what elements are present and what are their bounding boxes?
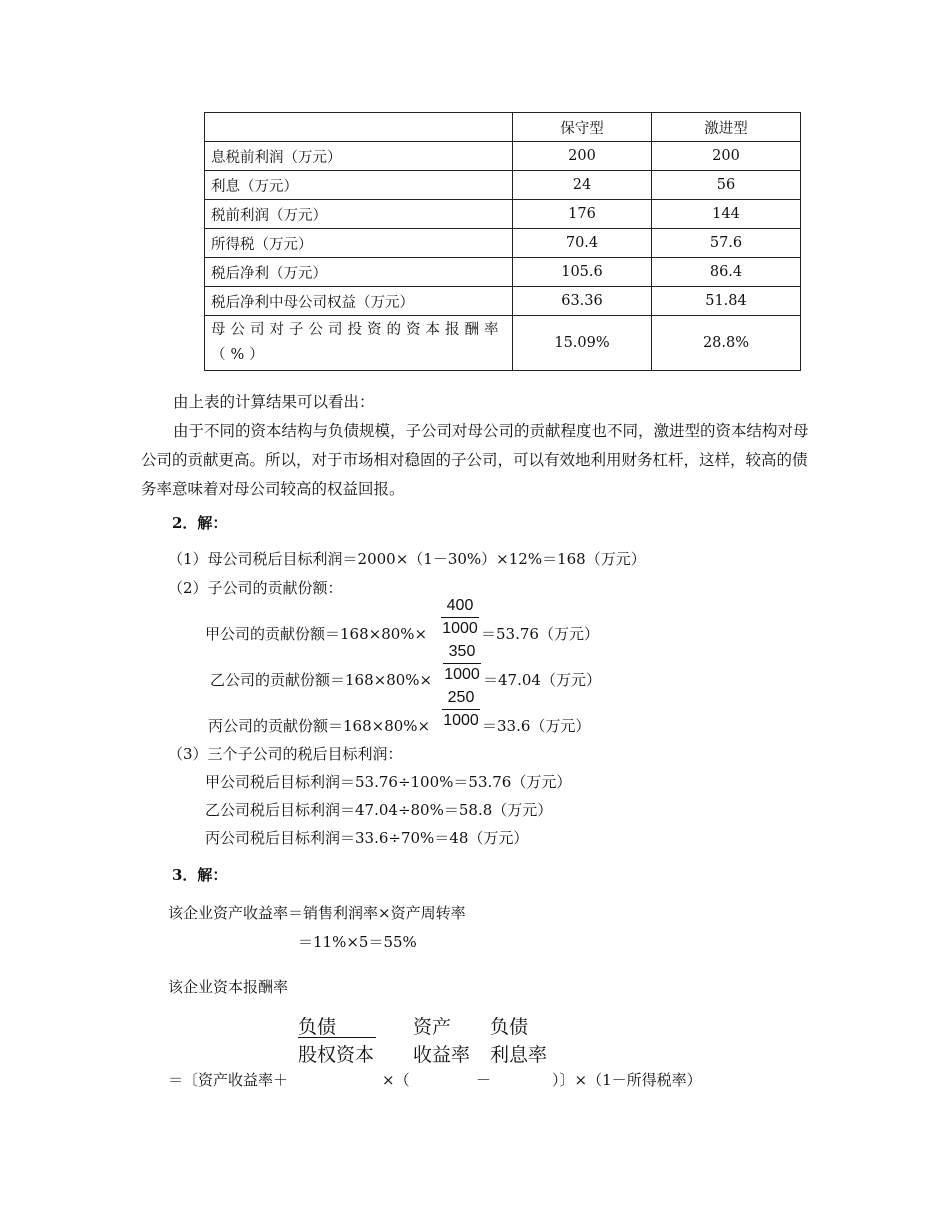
yi-target-profit: 乙公司税后目标利润＝47.04÷80%＝58.8（万元） <box>205 801 553 819</box>
formula-equity-denominator <box>298 1040 376 1067</box>
cell-conservative: 176 <box>513 200 652 229</box>
formula-fraction-bar <box>298 1037 376 1038</box>
cell-aggressive: 200 <box>652 142 801 171</box>
yi-share-result: ＝47.04（万元） <box>483 671 601 689</box>
conclusion-intro: 由上表的计算结果可以看出： <box>173 393 375 411</box>
table-row <box>205 142 801 171</box>
formula-minus: － <box>476 1071 492 1089</box>
formula-asset-top: 资产 <box>413 1016 452 1038</box>
s2-line-1: （1）母公司税后目标利润＝2000×（1－30%）×12%＝168（万元） <box>168 550 646 568</box>
yi-numerator: 350 <box>443 641 481 664</box>
cell-conservative: 63.36 <box>513 287 652 316</box>
s3-line-1: 该企业资产收益率＝销售利润率×资产周转率 <box>168 904 466 922</box>
yi-fraction <box>443 641 481 686</box>
row-label: 税后净利（万元） <box>205 258 513 287</box>
section-3-heading: 3．解： <box>172 866 228 884</box>
bing-target-profit: 丙公司税后目标利润＝33.6÷70%＝48（万元） <box>205 829 529 847</box>
formula-debt-rate-top: 负债 <box>490 1016 529 1038</box>
cell-aggressive: 86.4 <box>652 258 801 287</box>
table-header-row <box>205 113 801 142</box>
table-header-empty <box>205 113 513 142</box>
cell-aggressive: 57.6 <box>652 229 801 258</box>
jia-fraction <box>441 595 479 640</box>
table-row <box>205 200 801 229</box>
comparison-table <box>204 112 801 371</box>
jia-share-prefix: 甲公司的贡献份额＝168×80%× <box>205 625 428 643</box>
formula-part-b: ×（ <box>382 1071 410 1089</box>
row-label: 所得税（万元） <box>205 229 513 258</box>
row-label <box>205 316 513 371</box>
s3-line-3: 该企业资本报酬率 <box>168 978 289 996</box>
table-row <box>205 229 801 258</box>
cell-conservative: 70.4 <box>513 229 652 258</box>
jia-denominator: 1000 <box>442 620 478 637</box>
bing-share-prefix: 丙公司的贡献份额＝168×80%× <box>208 717 431 735</box>
s2-line-2: （2）子公司的贡献份额： <box>168 579 343 597</box>
bing-fraction <box>442 687 480 732</box>
cell-aggressive: 56 <box>652 171 801 200</box>
conclusion-paragraph: 由于不同的资本结构与负债规模，子公司对母公司的贡献程度也不同，激进型的资本结构对母公司的贡献更高。所以，对于市场相对稳固的子公司，可以有效地利用财务杠杆，这样，较高的债务率意味着对母公司较高的权益回报。 <box>141 422 809 498</box>
table-header-conservative: 保守型 <box>513 113 652 142</box>
row-label: 息税前利润（万元） <box>205 142 513 171</box>
yi-share-prefix: 乙公司的贡献份额＝168×80%× <box>210 671 433 689</box>
bing-share-result: ＝33.6（万元） <box>482 717 591 735</box>
formula-part-d: ）〕×（1－所得税率） <box>552 1071 702 1089</box>
formula-debt-numerator: 负债 <box>298 1016 337 1038</box>
table-row <box>205 258 801 287</box>
cell-conservative: 15.09% <box>513 316 652 371</box>
formula-asset-bottom: 收益率 <box>413 1044 471 1066</box>
cell-aggressive: 51.84 <box>652 287 801 316</box>
row-label-text: 母公司对子公司投资的资本报酬率（%） <box>211 322 504 363</box>
row-label: 税前利润（万元） <box>205 200 513 229</box>
bing-numerator: 250 <box>442 687 480 710</box>
table-row <box>205 287 801 316</box>
formula-equity-text: 股权资本 <box>298 1044 375 1066</box>
table-header-aggressive: 激进型 <box>652 113 801 142</box>
cell-conservative: 24 <box>513 171 652 200</box>
formula-debt-rate-bottom: 利息率 <box>490 1044 548 1066</box>
jia-numerator: 400 <box>441 595 479 618</box>
section-2-heading: 2．解： <box>172 514 228 532</box>
row-label: 利息（万元） <box>205 171 513 200</box>
s2-line-3: （3）三个子公司的税后目标利润： <box>168 745 403 763</box>
yi-denominator: 1000 <box>444 666 480 683</box>
cell-conservative: 200 <box>513 142 652 171</box>
table-row <box>205 316 801 371</box>
jia-target-profit: 甲公司税后目标利润＝53.76÷100%＝53.76（万元） <box>205 773 572 791</box>
cell-aggressive: 28.8% <box>652 316 801 371</box>
formula-part-a: ＝〔资产收益率＋ <box>168 1071 289 1089</box>
row-label: 税后净利中母公司权益（万元） <box>205 287 513 316</box>
cell-aggressive: 144 <box>652 200 801 229</box>
cell-conservative: 105.6 <box>513 258 652 287</box>
table-row <box>205 171 801 200</box>
jia-share-result: ＝53.76（万元） <box>481 625 599 643</box>
s3-line-2: ＝11%×5＝55% <box>298 933 417 951</box>
bing-denominator: 1000 <box>443 712 479 729</box>
